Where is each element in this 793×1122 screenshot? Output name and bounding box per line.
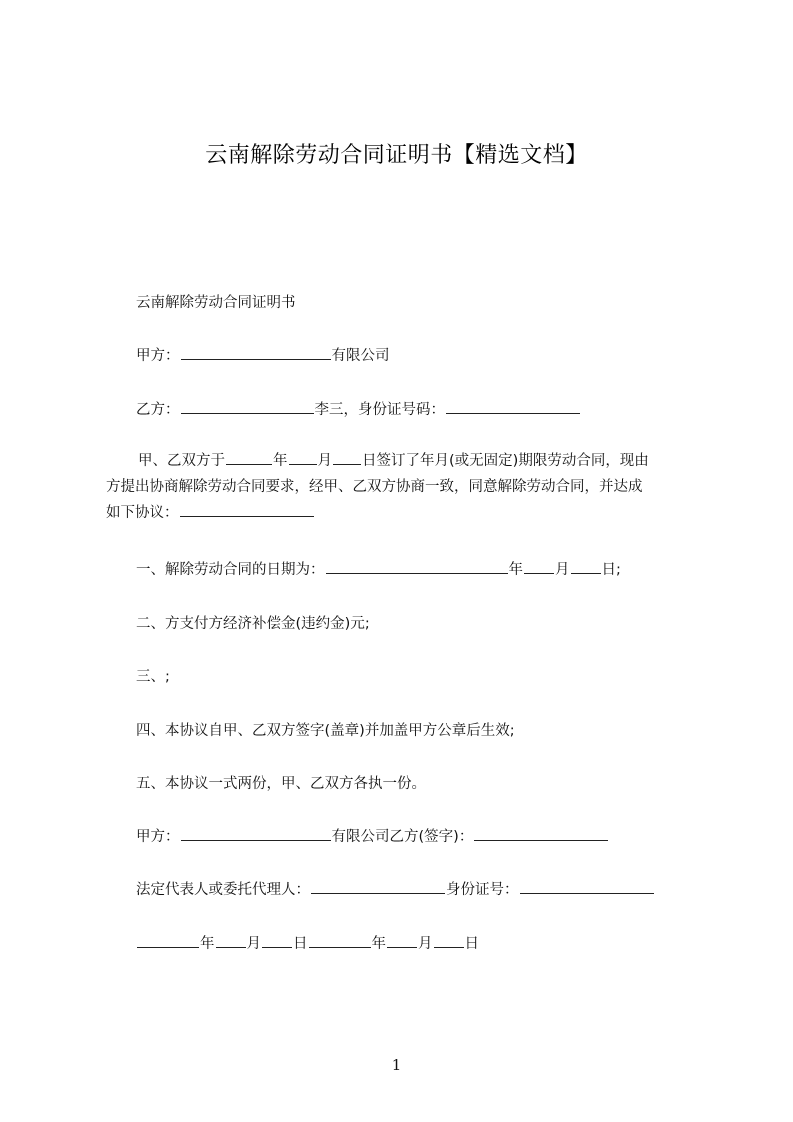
document-title: 云南解除劳动合同证明书【精选文档】: [205, 143, 588, 168]
intro-day-blank[interactable]: [333, 450, 361, 465]
sign-party-a-suffix: 有限公司乙方(签字)：: [331, 829, 474, 845]
sign-date-year-blank-a[interactable]: [137, 933, 199, 948]
sign-date-month-b: 月: [418, 936, 433, 952]
signature-dates-line: [136, 932, 479, 953]
sign-party-a-blank[interactable]: [181, 826, 331, 841]
intro-year-blank[interactable]: [226, 450, 272, 465]
sign-party-a-label: 甲方：: [136, 829, 180, 845]
sign-date-day-blank-b[interactable]: [434, 933, 464, 948]
sign-date-year-blank-b[interactable]: [309, 933, 371, 948]
sign-date-year-a: 年: [200, 936, 215, 952]
id-number-blank[interactable]: [520, 879, 654, 894]
intro-line-3-text: 如下协议：: [106, 505, 179, 521]
page-number: 1: [391, 1056, 402, 1074]
clause-1-text: 一、解除劳动合同的日期为：: [136, 562, 325, 578]
clause-1-day-blank[interactable]: [571, 559, 601, 574]
document-subtitle: 云南解除劳动合同证明书: [136, 295, 296, 311]
clause-1-month: 月: [555, 562, 570, 578]
intro-line-1: [106, 448, 712, 474]
party-b-name: 李三，身份证号码：: [314, 402, 445, 418]
sign-date-day-b: 日: [464, 936, 479, 952]
clause-1-day: 日;: [601, 562, 621, 578]
clause-1-month-blank[interactable]: [524, 559, 554, 574]
clause-5: 五、本协议一式两份，甲、乙双方各执一份。: [136, 776, 426, 792]
representative-blank[interactable]: [311, 879, 445, 894]
party-b-id-blank[interactable]: [446, 399, 580, 414]
intro-paragraph: [106, 448, 712, 526]
party-a-blank[interactable]: [181, 345, 331, 360]
party-b-line: [136, 398, 581, 419]
sign-date-year-b: 年: [371, 936, 386, 952]
clause-4: 四、本协议自甲、乙双方签字(盖章)并加盖甲方公章后生效;: [136, 723, 515, 739]
intro-line-3: [106, 500, 712, 526]
clause-2: 二、方支付方经济补偿金(违约金)元;: [136, 616, 370, 632]
intro-month-blank[interactable]: [289, 450, 317, 465]
sign-date-month-a: 月: [246, 936, 261, 952]
party-a-line: [136, 344, 390, 365]
agreement-blank[interactable]: [180, 502, 314, 517]
intro-line-2: 方提出协商解除劳动合同要求，经甲、乙双方协商一致，同意解除劳动合同，并达成: [106, 479, 643, 495]
sign-date-month-blank-b[interactable]: [387, 933, 417, 948]
clause-1-date-blank[interactable]: [326, 559, 508, 574]
sign-date-day-blank-a[interactable]: [262, 933, 292, 948]
clause-1-year: 年: [508, 562, 523, 578]
signature-parties-line: [136, 825, 609, 846]
party-a-label: 甲方：: [136, 348, 180, 364]
party-b-blank[interactable]: [181, 399, 314, 414]
party-a-suffix: 有限公司: [331, 348, 390, 364]
clause-3: 三、;: [136, 669, 170, 685]
representative-label: 法定代表人或委托代理人：: [136, 882, 310, 898]
sign-date-month-blank-a[interactable]: [216, 933, 246, 948]
clause-1: [136, 558, 621, 579]
intro-day-text: 日签订了年月(或无固定)期限劳动合同，现由: [362, 453, 649, 469]
intro-month: 月: [317, 453, 332, 469]
sign-party-b-blank[interactable]: [474, 826, 608, 841]
party-b-label: 乙方：: [136, 402, 180, 418]
id-number-label: 身份证号：: [446, 882, 519, 898]
intro-text-1: 甲、乙双方于: [138, 453, 225, 469]
sign-date-day-a: 日: [293, 936, 308, 952]
intro-year: 年: [273, 453, 288, 469]
signature-representative-line: [136, 878, 655, 899]
